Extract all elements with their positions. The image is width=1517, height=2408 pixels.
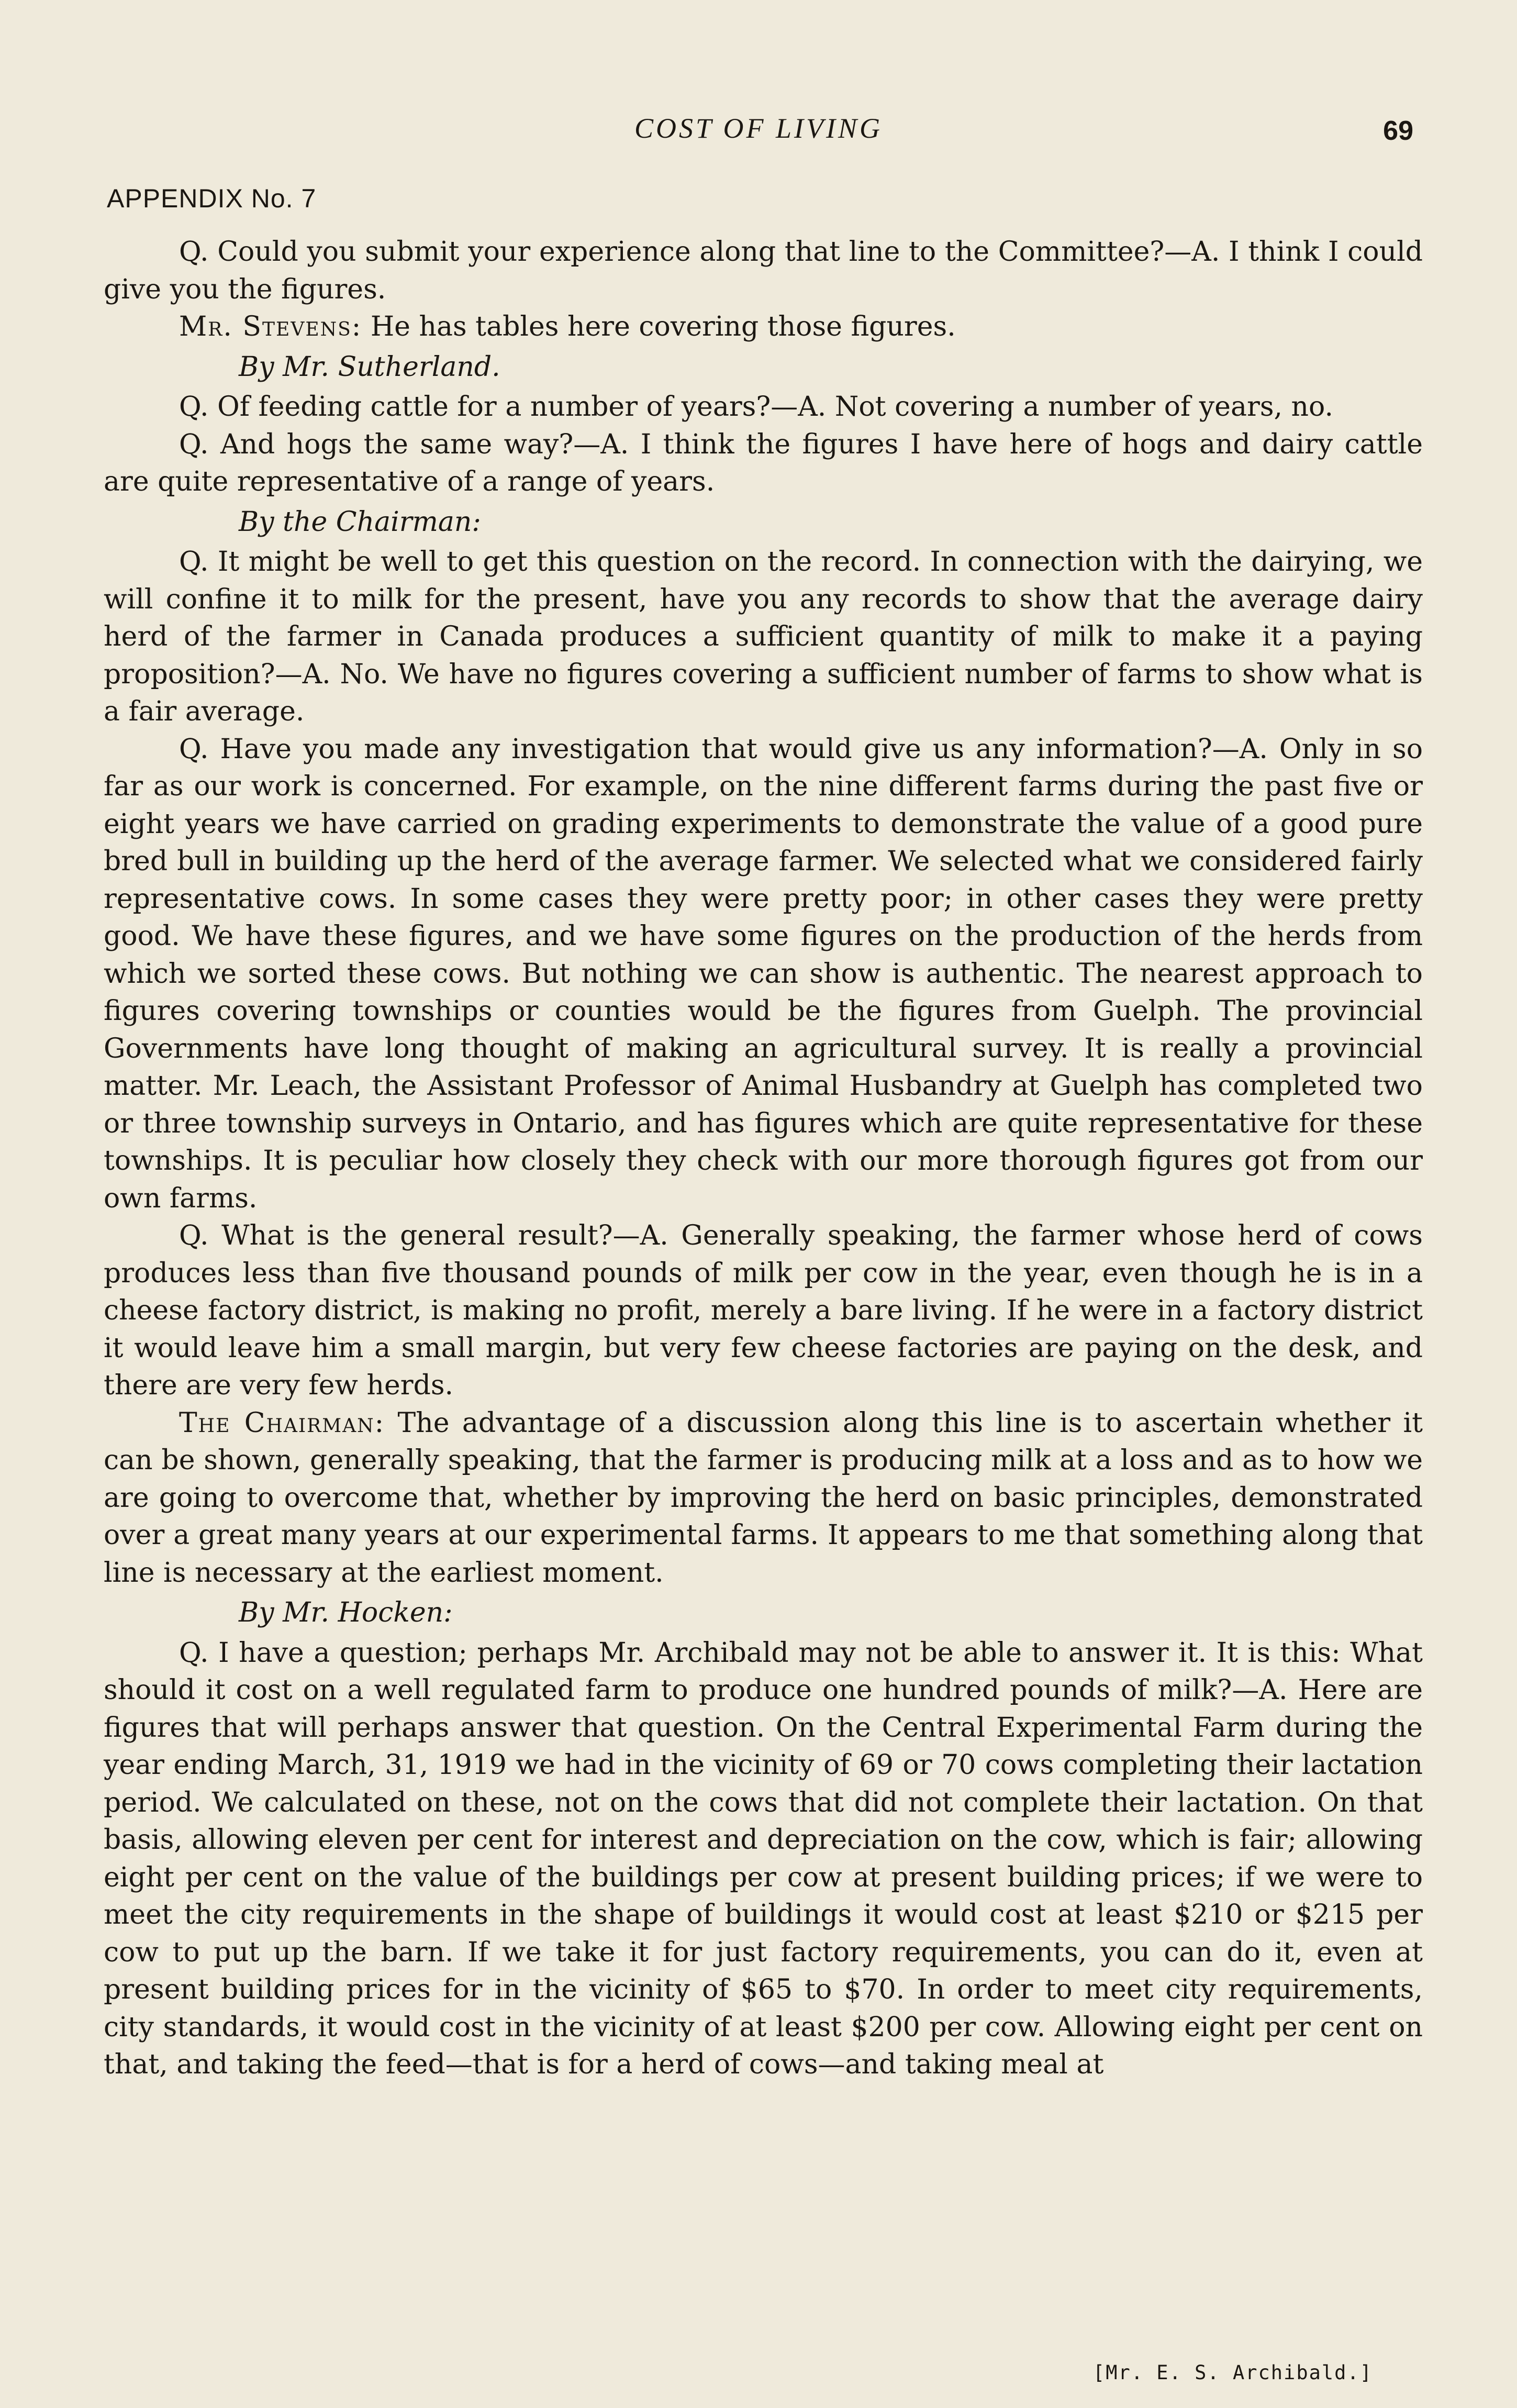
subhead-hocken: By Mr. Hocken: — [239, 1597, 453, 1628]
appendix-label: APPENDIX No. 7 — [107, 184, 317, 213]
speaker-text: The advantage of a discussion along this line is to ascertain whether it can be shown, generally speaking, that the farmer is producing milk at a loss and as to how we are going to overcome that, whether by improving the herd on basic principles, demonstrated over a great many years at our experimental farms. It appears to me that something along that line is necessary at the earliest moment. — [104, 1407, 1423, 1589]
subhead-sutherland: By Mr. Sutherland. — [239, 351, 500, 383]
paragraph-committee-question: Q. Could you submit your experience along that line to the Committee?—A. I think I could give you the figures. — [104, 236, 1423, 305]
document-body — [104, 234, 1423, 2084]
running-title: COST OF LIVING — [634, 113, 883, 144]
speaker-name: Mr. Stevens: — [179, 311, 362, 342]
paragraph-stevens-remark — [104, 308, 1423, 346]
subhead-chairman: By the Chairman: — [239, 506, 481, 538]
paragraph-dairy-herd: Q. It might be well to get this question on the record. In connection with the dairying, we will confine it to milk for the present, have you any records to show that the average dairy herd of the farmer in Canada produces a sufficient quantity of milk to make it a paying proposition?—A. No. We have no figures covering a sufficient number of farms to show what is a fair average. — [104, 546, 1423, 727]
speaker-name: The Chairman: — [179, 1407, 385, 1439]
paragraph-investigation: Q. Have you made any investigation that would give us any information?—A. Only in so far as our work is concerned. For example, on the nine different farms during the past five or eight years we have carried on grading experiments to demonstrate the value of a good pure bred bull in building up the herd of the average farmer. We selected what we considered fairly representative cows. In some cases they were pretty poor; in other cases they were pretty good. We have these figures, and we have some figures on the production of the herds from which we sorted these cows. But nothing we can show is authentic. The nearest approach to figures covering townships or counties would be the figures from Guelph. The provincial Governments have long thought of making an agricultural survey. It is really a provincial matter. Mr. Leach, the Assistant Professor of Animal Husbandry at Guelph has completed two or three township surveys in Ontario, and has figures which are quite representative for these townships. It is peculiar how closely they check with our more thorough figures got from our own farms. — [104, 733, 1423, 1214]
page-number: 69 — [1383, 116, 1413, 146]
paragraph-feeding-cattle: Q. Of feeding cattle for a number of years?—A. Not covering a number of years, no. — [179, 391, 1333, 423]
speaker-text: He has tables here covering those figures. — [370, 311, 956, 342]
witness-attribution: [Mr. E. S. Archibald.] — [1092, 2361, 1373, 2384]
paragraph-general-result: Q. What is the general result?—A. Generally speaking, the farmer whose herd of cows produces less than five thousand pounds of milk per cow in the year, even though he is in a cheese factory district, is making no profit, merely a bare living. If he were in a factory district it would leave him a small margin, but very few cheese factories are paying on the desk, and there are very few herds. — [104, 1220, 1423, 1401]
paragraph-chairman-remark — [104, 1405, 1423, 1592]
paragraph-hogs: Q. And hogs the same way?—A. I think the figures I have here of hogs and dairy cattle are quite representative of a range of years. — [104, 428, 1423, 497]
paragraph-cost-of-milk: Q. I have a question; perhaps Mr. Archibald may not be able to answer it. It is this: What should it cost on a well regulated farm to produce one hundred pounds of milk?—A. Here are figures that will perhaps answer that question. On the Central Experimental Farm during the year ending March, 31, 1919 we had in the vicinity of 69 or 70 cows completing their lactation period. We calculated on these, not on the cows that did not complete their lactation. On that basis, allowing eleven per cent for interest and depreciation on the cow, which is fair; allowing eight per cent on the value of the buildings per cow at present building prices; if we were to meet the city requirements in the shape of buildings it would cost at least $210 or $215 per cow to put up the barn. If we take it for just factory requirements, you can do it, even at present building prices for in the vicinity of $65 to $70. In order to meet city requirements, city standards, it would cost in the vicinity of at least $200 per cow. Allowing eight per cent on that, and taking the feed—that is for a herd of cows—and taking meal at — [104, 1637, 1423, 2080]
